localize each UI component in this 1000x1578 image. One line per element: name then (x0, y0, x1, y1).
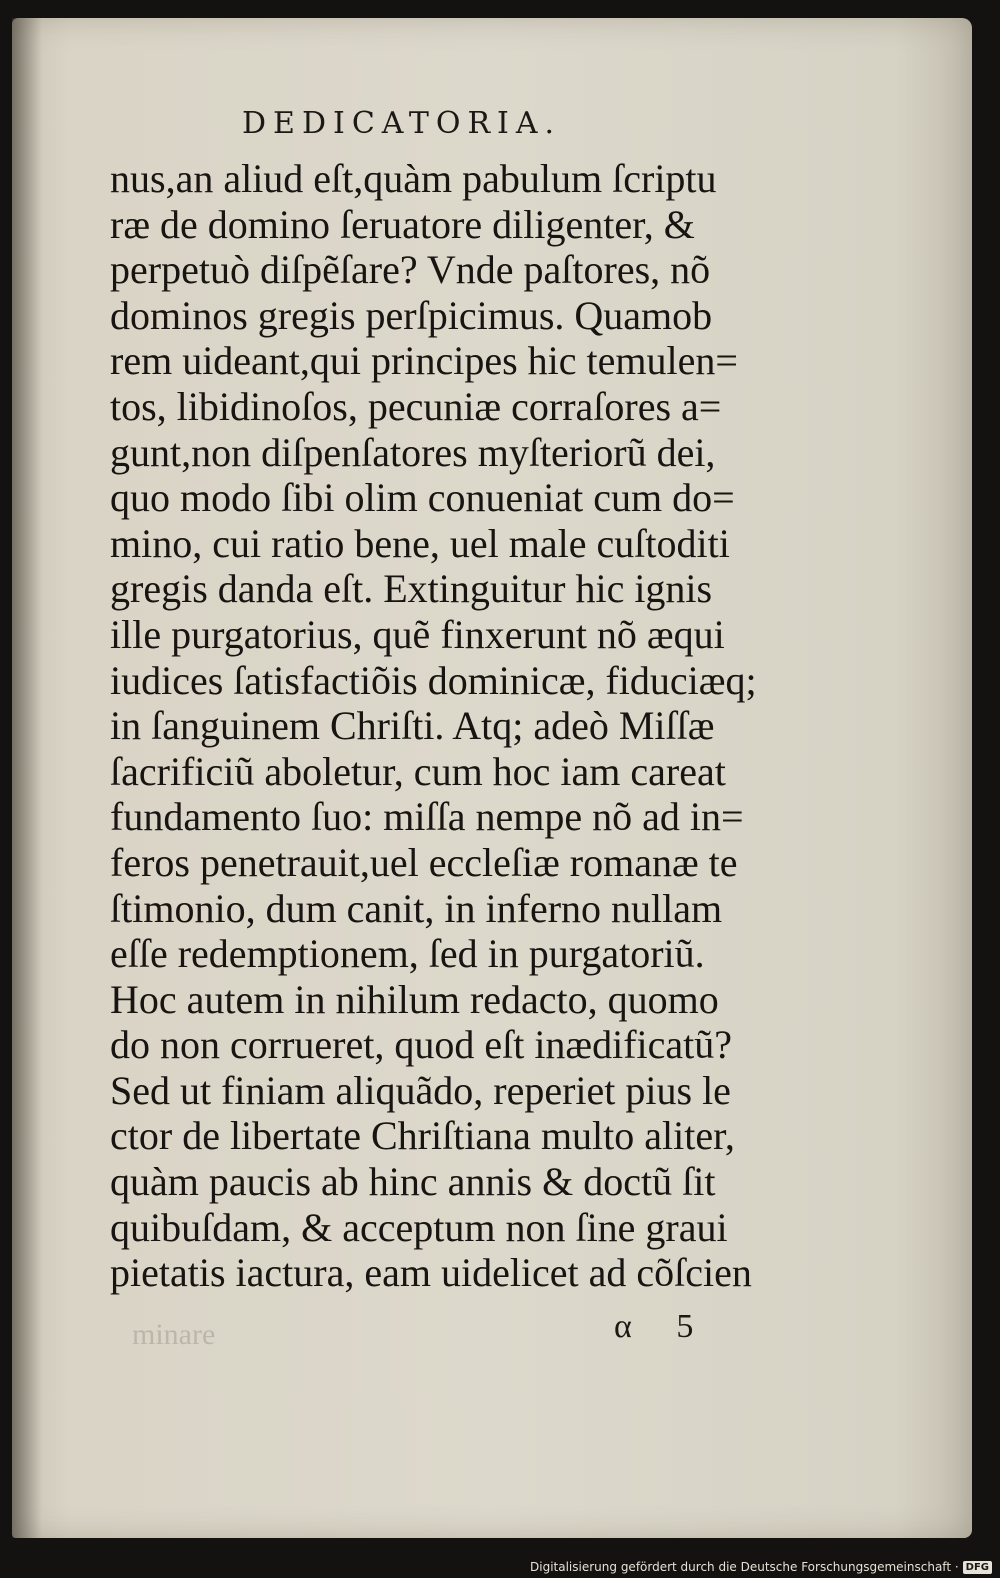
text-line: dominos gregis perſpicimus. Quamob (110, 292, 713, 338)
signature-mark: α 5 (614, 1308, 712, 1345)
text-line: quibuſdam, & acceptum non ſine graui (110, 1204, 728, 1250)
text-line: pietatis iactura, eam uidelicet ad cõſcien (110, 1250, 752, 1296)
dfg-logo: DFG (963, 1561, 992, 1574)
text-line: rem uideant,qui principes hic temulen= (110, 338, 738, 384)
text-line: quo modo ſibi olim conueniat cum do= (110, 475, 735, 521)
text-line: ſacrificiũ aboletur, cum hoc iam careat (110, 748, 726, 794)
book-page (12, 18, 972, 1538)
text-line: perpetuò diſpẽſare? Vnde paſtores, nõ (110, 247, 711, 293)
footer-credit: Digitalisierung gefördert durch die Deutsche Forschungsgemeinschaft · (530, 1560, 959, 1574)
text-line: do non corrueret, quod eſt inædificatũ? (110, 1022, 733, 1068)
text-line: ille purgatorius, quẽ finxerunt nõ æqui (110, 611, 725, 657)
text-line: tos, libidinoſos, pecuniæ corraſores a= (110, 383, 722, 429)
digitization-footer (530, 1560, 992, 1574)
text-line: gunt,non diſpenſatores myſteriorũ dei, (110, 429, 716, 475)
text-line: gregis danda eſt. Extinguitur hic ignis (110, 566, 713, 612)
text-line: ſtimonio, dum canit, in inferno nullam (110, 885, 723, 931)
page-gutter-shadow (12, 18, 42, 1538)
text-line: iudices ſatisfactiõis dominicæ, fiduciæq; (110, 657, 757, 703)
text-line: feros penetrauit,uel eccleſiæ romanæ te (110, 839, 738, 885)
text-line: ctor de libertate Chriſtiana multo aliter, (110, 1113, 735, 1159)
text-line: mino, cui ratio bene, uel male cuſtoditi (110, 520, 730, 566)
body-text (110, 156, 790, 1296)
text-line: eſſe redemptionem, ſed in purgatoriũ. (110, 931, 705, 977)
text-line: quàm paucis ab hinc annis & doctũ ſit (110, 1159, 716, 1205)
show-through-text: minare (132, 1318, 216, 1351)
running-head: DEDICATORIA. (242, 106, 562, 141)
text-line: ræ de domino ſeruatore diligenter, & (110, 201, 695, 247)
text-line: in ſanguinem Chriſti. Atq; adeò Miſſæ (110, 703, 715, 749)
text-line: Sed ut finiam aliquãdo, reperiet pius le (110, 1067, 731, 1113)
text-line: nus,an aliud eſt,quàm pabulum ſcriptu (110, 156, 717, 201)
text-line: Hoc autem in nihilum redacto, quomo (110, 976, 719, 1022)
text-line: fundamento ſuo: miſſa nempe nõ ad in= (110, 794, 744, 840)
